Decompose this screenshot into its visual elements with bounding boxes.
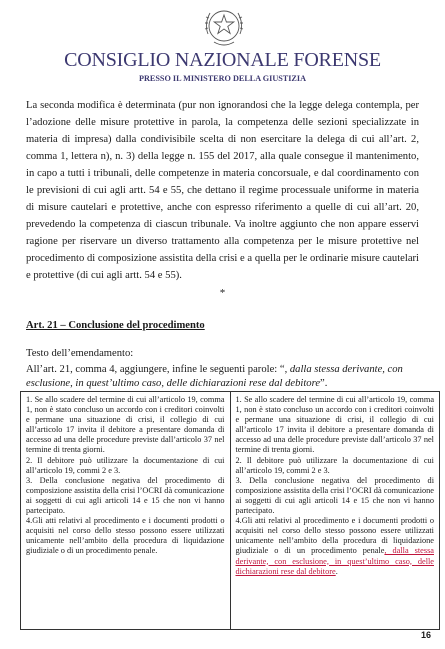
amended-comma-3: 3. Della conclusione negativa del procedimento di composizione assistita della crisi l’OCRI dà comunicazione ai soggetti di cui agli articoli 14 e 15 che non vi hanno partecipato. xyxy=(235,475,434,516)
page-subtitle: PRESSO IL MINISTERO DELLA GIUSTIZIA xyxy=(139,74,306,83)
amendment-text-quote: , dalla stessa derivante, con esclusione, in quest’ultimo caso, delle dichiarazioni rese dal debitore xyxy=(26,364,403,389)
table-column-original xyxy=(21,392,230,629)
amendment-text-end: ”. xyxy=(320,378,328,389)
amended-comma-4-text: 4.Gli atti relativi al procedimento e i documenti prodotti o acquisiti nel corso dello stesso possono essere utilizzati unicamente nell’ambito della procedura di liquidazione giudiziale o di un procedimento penale xyxy=(235,516,434,556)
italian-republic-emblem-icon xyxy=(200,4,248,50)
original-comma-3: 3. Della conclusione negativa del procedimento di composizione assistita della crisi l’OCRI dà comunicazione ai soggetti di cui agli articoli 14 e 15 che non vi hanno partecipato. xyxy=(26,475,225,516)
amended-comma-2: 2. Il debitore può utilizzare la documentazione di cui all’articolo 19, commi 2 e 3. xyxy=(235,455,434,475)
amended-comma-1: 1. Se allo scadere del termine di cui all’articolo 19, comma 1, non è stato concluso un accordo con i creditori coinvolti e permane una situazione di crisi, il collegio di cui all’articolo 17 invita il debitore a presentare domanda di accesso ad una delle procedure previste dall’articolo 37 nel termine di trenta giorni. xyxy=(235,395,434,455)
amended-comma-4 xyxy=(236,516,435,577)
original-comma-4: 4.Gli atti relativi al procedimento e i documenti prodotti o acquisiti nel corso dello stesso possono essere utilizzati unicamente nell’ambito della procedura di liquidazione giudiziale o di un procedimento penale. xyxy=(26,516,225,556)
page-title: CONSIGLIO NAZIONALE FORENSE xyxy=(64,49,381,71)
table-column-amended xyxy=(230,392,440,629)
amendment-label: Testo dell’emendamento: xyxy=(26,348,134,359)
original-comma-1: 1. Se allo scadere del termine di cui all’articolo 19, comma 1, non è stato concluso un accordo con i creditori coinvolti e permane una situazione di crisi, il collegio di cui all’articolo 17 invita il debitore a presentare domanda di accesso ad una delle procedure previste dall’articolo 37 nel termine di trenta giorni. xyxy=(26,395,225,455)
amended-comma-4-end: . xyxy=(335,566,338,576)
section-separator: * xyxy=(219,287,226,299)
amendment-text xyxy=(26,363,419,391)
amendment-text-plain: All’art. 21, comma 4, aggiungere, infine le seguenti parole: “ xyxy=(26,364,285,375)
amended-added-text: , dalla stessa derivante, con esclusione, in quest’ultimo caso, delle dichiarazioni rese dal debitore xyxy=(235,546,434,576)
body-paragraph: La seconda modifica è determinata (pur non ignorandosi che la legge delega contempla, per l’adozione delle misure protettive in parola, la competenza delle sezioni specializzate in materia di impresa) dalla condivisibile scelta di non esercitare la delega di cui all’art. 2, comma 1, lettera n), n. 3) della legge n. 155 del 2017, alla quale consegue il mantenimento, in capo a tutti i tribunali, delle competenze in materia concorsuale, e dal coordinamento con le previsioni di cui agli artt. 54 e 55, che dettano il regime processuale uniforme in materia di misure cautelari e protettive, anche con espresso riferimento a quelle di cui all’art. 20, prevedendo la competenza di ciascun tribunale. Va inoltre aggiunto che non appare esservi ragione per riservare un diverso trattamento alla competenza per le misure protettive nel procedimento di composizione assistita della crisi e a quella per le ordinarie misure cautelari e protettive (di cui agli artt. 54 e 55). xyxy=(26,100,419,281)
comparison-table xyxy=(20,391,440,630)
article-heading: Art. 21 – Conclusione del procedimento xyxy=(26,320,205,331)
original-comma-2: 2. Il debitore può utilizzare la documentazione di cui all’articolo 19, commi 2 e 3. xyxy=(26,455,225,475)
page-number: 16 xyxy=(420,630,431,640)
